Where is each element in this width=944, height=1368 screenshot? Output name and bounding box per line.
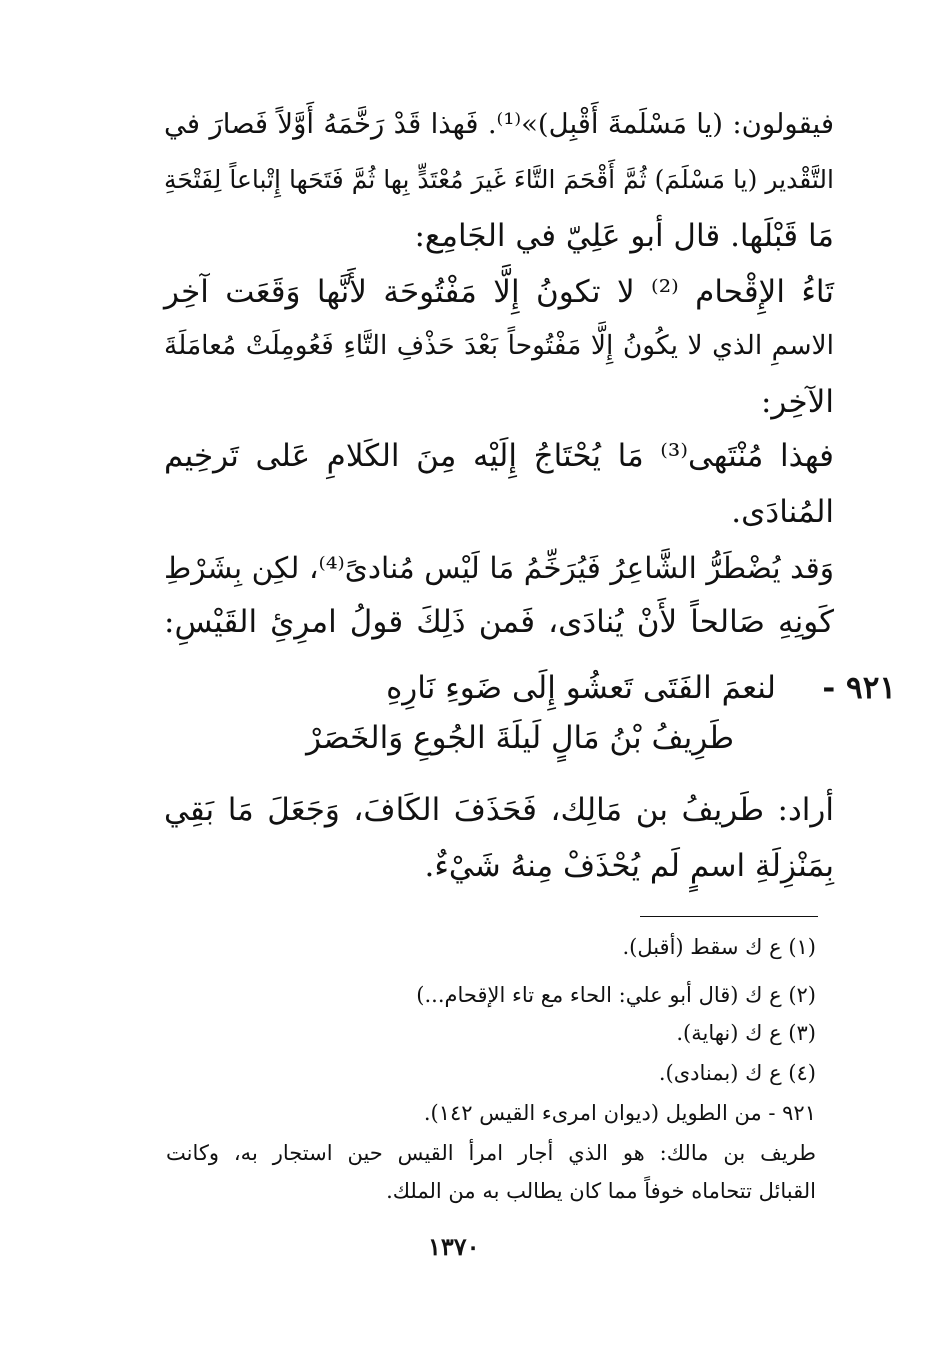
body-line-10: كَونِهِ صَالحاً لأَنْ يُنادَى، فَمن ذَلِكَ قولُ امرِئِ القَيْسِ: bbox=[164, 604, 834, 640]
verse-number: ٩٢١ - bbox=[822, 670, 896, 706]
body-line-2: التَّقْدير (يا مَسْلَمَ) ثُمَّ أَقْحَمَ التَّاءَ غَيرَ مُعْتَدٍّ بِها ثُمَّ فَتَحَها إِتْباعاً لِفَتْحَةِ bbox=[164, 165, 834, 194]
body-line-9: وَقد يُضْطَرُّ الشَّاعِرُ فَيُرَخِّمُ مَا لَيْس مُنادىً⁽⁴⁾، لكِن بِشَرْطِ bbox=[164, 551, 834, 585]
footnote-4: (٤) ع ك (بمنادى). bbox=[658, 1061, 816, 1085]
footnote-note-line-1: طريف بن مالك: هو الذي أجار امرأ القيس حين استجار به، وكانت bbox=[166, 1141, 816, 1165]
body-line-1: فيقولون: (يا مَسْلَمةَ أَقْبِل)»⁽¹⁾. فَهذا قَدْ رَخَّمَهُ أَوَّلاً فَصارَ في bbox=[164, 108, 834, 140]
page-number: ١٣٧٠ bbox=[428, 1232, 480, 1261]
body-line-4: تَاءُ الإِقْحام ⁽²⁾ لا تكونُ إِلَّا مَفْتُوحَة لأَنَّها وَقَعَت آخِر bbox=[164, 274, 835, 310]
body-line-6: الآخِر: bbox=[760, 384, 834, 420]
footnote-3: (٣) ع ك (نهاية). bbox=[676, 1021, 816, 1045]
footnote-verse-source: ٩٢١ - من الطويل (ديوان امرىء القيس ١٤٢). bbox=[423, 1101, 816, 1125]
body-line-8: المُنادَى. bbox=[731, 494, 834, 530]
verse-first-hemistich: لنعمَ الفَتَى تَعشُو إِلَى ضَوءِ نَارِهِ bbox=[386, 670, 776, 706]
footnote-note-line-2: القبائل تتحاماه خوفاً مما كان يطالب به من الملك. bbox=[386, 1179, 816, 1203]
footnote-1: (١) ع ك سقط (أقبل). bbox=[622, 935, 816, 959]
after-verse-line-1: أراد: طَريفُ بن مَالِك، فَحَذَفَ الكَافَ، وَجَعَلَ مَا بَقِي bbox=[164, 792, 834, 828]
footnote-separator bbox=[640, 916, 818, 917]
body-line-5: الاسمِ الذي لا يكُونُ إِلَّا مَفْتُوحاً بَعْدَ حَذْفِ التَّاءِ فَعُومِلَتْ مُعامَلَةَ bbox=[164, 330, 834, 361]
verse-second-hemistich: طَرِيفُ بْنُ مَالٍ لَيلَةَ الجُوعِ وَالخَصَرْ bbox=[306, 720, 734, 756]
after-verse-line-2: بِمَنْزِلَةِ اسمٍ لَم يُحْذَفْ مِنهُ شَيْءٌ. bbox=[424, 848, 834, 884]
body-line-3: مَا قَبْلَها. قال أبو عَلِيّ في الجَامِع: bbox=[414, 218, 834, 254]
footnote-2: (٢) ع ك (قال أبو علي: الحاء مع تاء الإقحام...) bbox=[416, 983, 816, 1007]
body-line-7: فهذا مُنْتَهى⁽³⁾ مَا يُحْتَاجُ إِلَيْه مِنَ الكَلامِ عَلى تَرخِيم bbox=[164, 438, 834, 474]
